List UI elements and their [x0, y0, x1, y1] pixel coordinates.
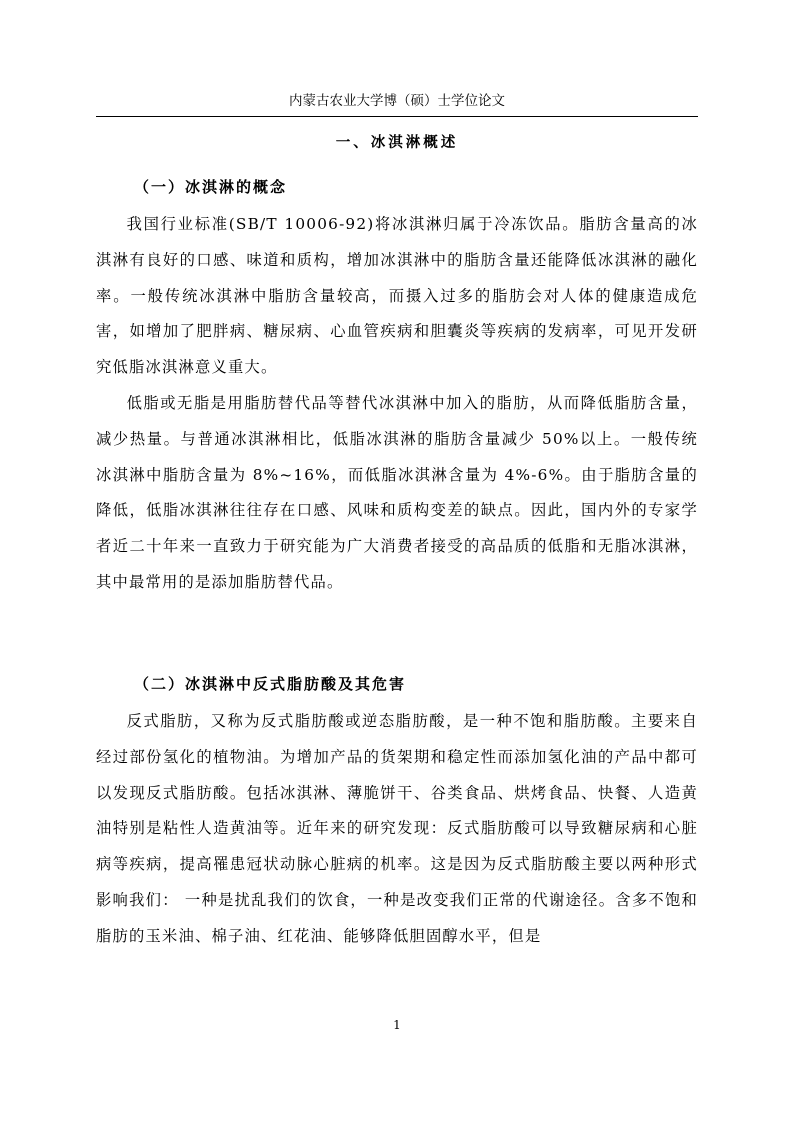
running-header: 内蒙古农业大学博（硕）士学位论文: [96, 90, 698, 117]
paragraph-concept-1: 我国行业标准(SB/T 10006-92)将冰淇淋归属于冷冻饮品。脂肪含量高的冰淇淋有良好的口感、味道和质构，增加冰淇淋中的脂肪含量还能降低冰淇淋的融化率。一般传统冰淇淋中脂肪含量较高，而摄入过多的脂肪会对人体的健康造成危害，如增加了肥胖病、糖尿病、心血管疾病和胆囊炎等疾病的发病率，可见开发研究低脂冰淇淋意义重大。: [96, 215, 698, 377]
subsection-title-trans-fat: （二）冰淇淋中反式脂肪酸及其危害: [134, 675, 407, 693]
paragraph-concept-2: 低脂或无脂是用脂肪替代品等替代冰淇淋中加入的脂肪，从而降低脂肪含量，减少热量。与普通冰淇淋相比，低脂冰淇淋的脂肪含量减少 50%以上。一般传统冰淇淋中脂肪含量为 8%~16%，而低脂冰淇淋含量为 4%-6%。由于脂肪含量的降低，低脂冰淇淋往往存在口感、风味和质构变差的缺点。因此，国内外的专家学者近二十年来一直致力于研究能为广大消费者接受的高品质的低脂和无脂冰淇淋，其中最常用的是添加脂肪替代品。: [96, 394, 698, 591]
section-title: 一、冰淇淋概述: [335, 135, 459, 151]
page-number: 1: [393, 1018, 401, 1032]
subsection-title-concept: （一）冰淇淋的概念: [134, 178, 288, 196]
paragraph-trans-fat-1: 反式脂肪，又称为反式脂肪酸或逆态脂肪酸，是一种不饱和脂肪酸。主要来自经过部份氢化的植物油。为增加产品的货架期和稳定性而添加氢化油的产品中都可以发现反式脂肪酸。包括冰淇淋、薄脆饼干、谷类食品、烘烤食品、快餐、人造黄油特别是粘性人造黄油等。近年来的研究发现：反式脂肪酸可以导致糖尿病和心脏病等疾病，提高罹患冠状动脉心脏病的机率。这是因为反式脂肪酸主要以两种形式影响我们： 一种是扰乱我们的饮食，一种是改变我们正常的代谢途径。含多不饱和脂肪的玉米油、棉子油、红花油、能够降低胆固醇水平，但是: [96, 712, 698, 945]
